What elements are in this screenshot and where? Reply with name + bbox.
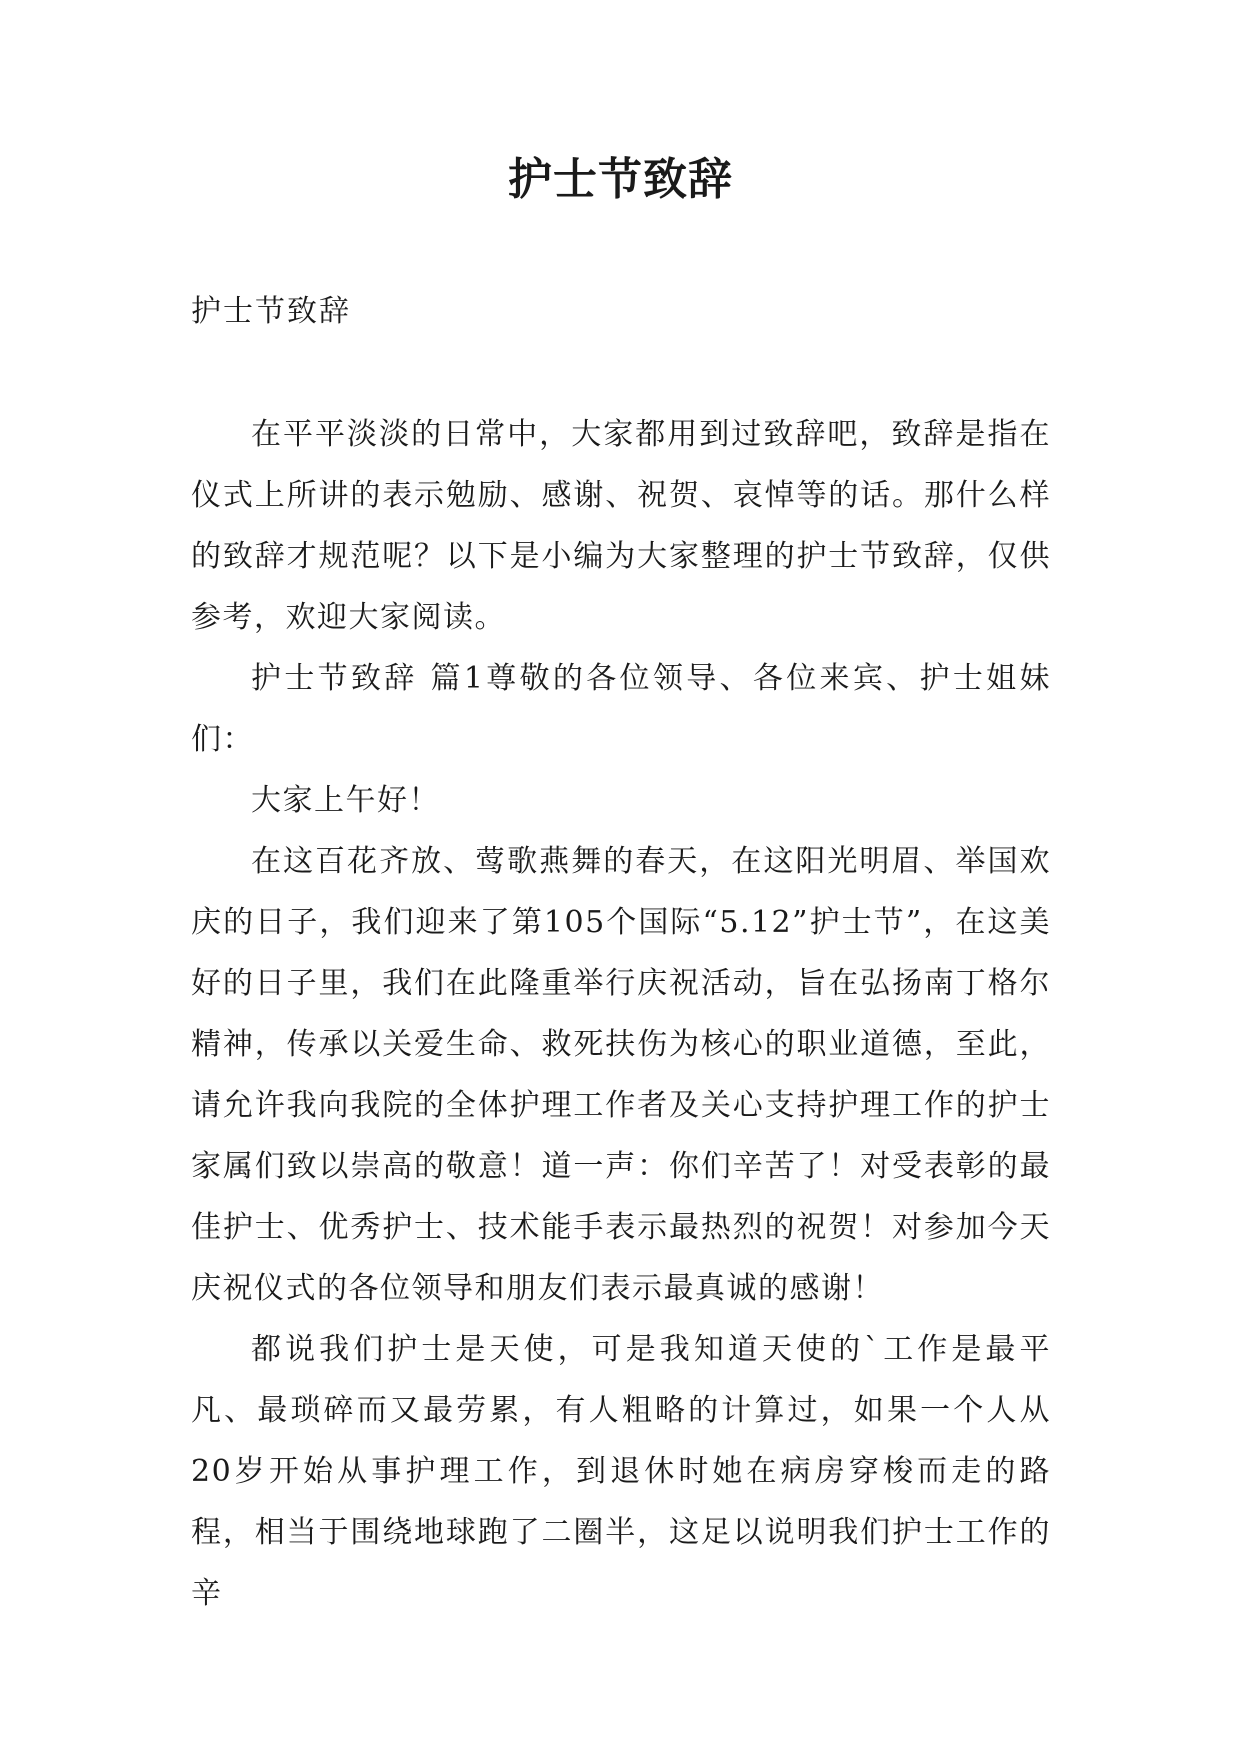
paragraph-greeting: 大家上午好！ — [251, 783, 440, 818]
document-body — [191, 404, 1051, 1624]
paragraph-celebration: 在这百花齐放、莺歌燕舞的春天，在这阳光明眉、举国欢庆的日子，我们迎来了第105个国际“5.12”护士节”，在这美好的日子里，我们在此隆重举行庆祝活动，旨在弘扬南丁格尔精神，传承以关爱生命、救死扶伤为核心的职业道德，至此，请允许我向我院的全体护理工作者及关心支持护理工作的护士家属们致以崇高的敬意！道一声：你们辛苦了！对受表彰的最佳护士、优秀护士、技术能手表示最热烈的祝贺！对参加今天庆祝仪式的各位领导和朋友们表示最真诚的感谢！ — [191, 844, 1051, 1306]
document-title: 护士节致辞 — [508, 154, 733, 205]
paragraph-salutation: 护士节致辞 篇1尊敬的各位领导、各位来宾、护士姐妹们： — [191, 661, 1051, 757]
document-subtitle: 护士节致辞 — [191, 294, 351, 329]
paragraph-angels: 都说我们护士是天使，可是我知道天使的`工作是最平凡、最琐碎而又最劳累，有人粗略的计算过，如果一个人从20岁开始从事护理工作，到退休时她在病房穿梭而走的路程，相当于围绕地球跑了二圈半，这足以说明我们护士工作的辛 — [191, 1332, 1051, 1611]
paragraph-intro: 在平平淡淡的日常中，大家都用到过致辞吧，致辞是指在仪式上所讲的表示勉励、感谢、祝贺、哀悼等的话。那什么样的致辞才规范呢？以下是小编为大家整理的护士节致辞，仅供参考，欢迎大家阅读。 — [191, 417, 1051, 635]
